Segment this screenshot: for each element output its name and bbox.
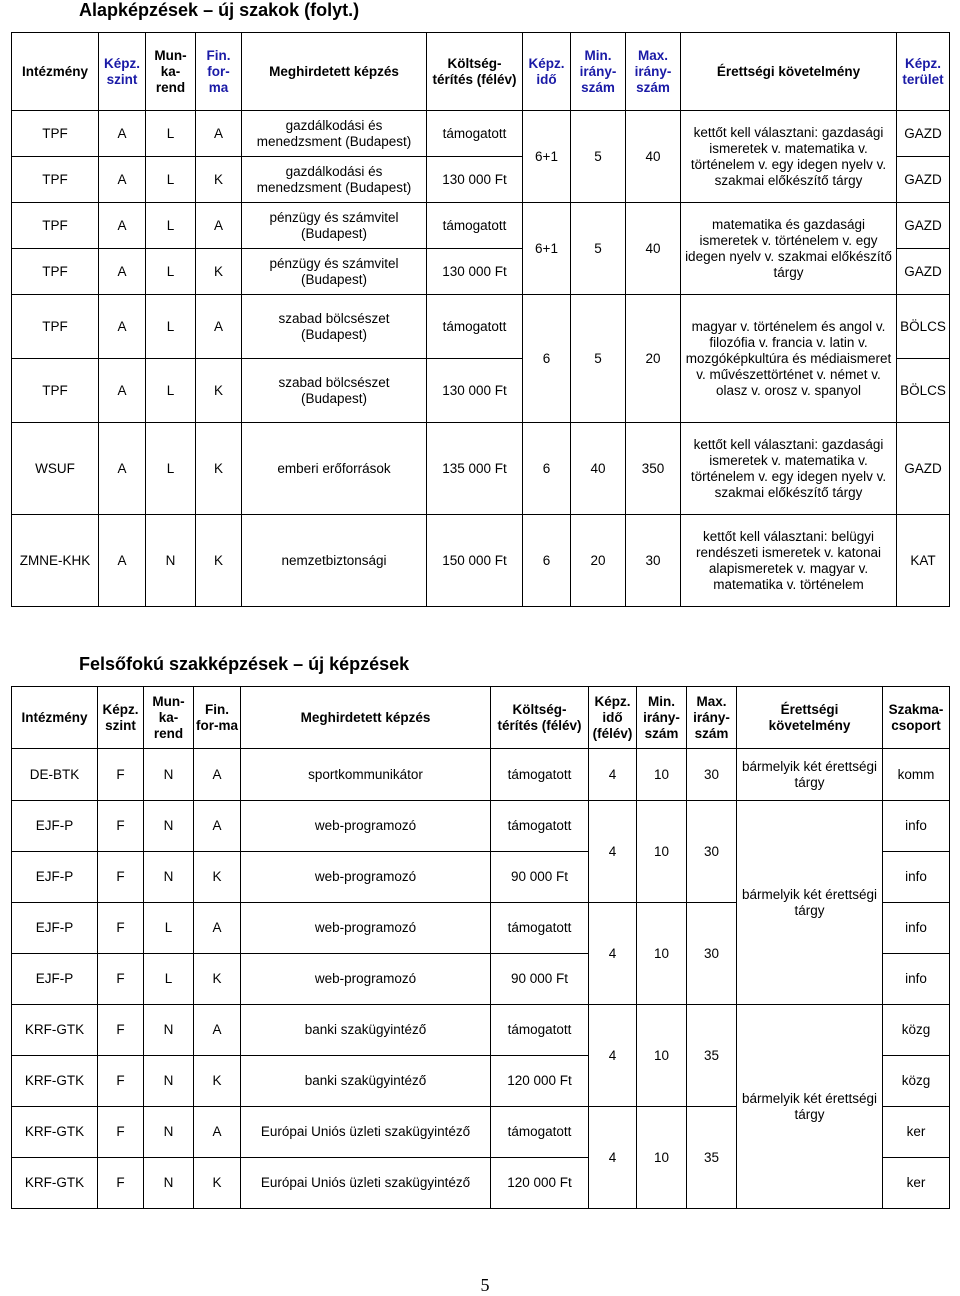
cell-koltseg: támogatott xyxy=(491,749,589,801)
cell-ido: 6+1 xyxy=(523,203,571,295)
cell-kepzes: web-programozó xyxy=(241,852,491,903)
cell-munkarend: L xyxy=(146,295,196,359)
cell-min: 10 xyxy=(637,749,687,801)
cell-ido: 6+1 xyxy=(523,111,571,203)
cell-intezmeny: KRF-GTK xyxy=(12,1005,98,1056)
cell-max: 35 xyxy=(687,1005,737,1107)
cell-ido: 4 xyxy=(589,903,637,1005)
cell-terulet: KAT xyxy=(897,515,950,607)
cell-max: 40 xyxy=(626,111,681,203)
cell-szint: A xyxy=(99,203,146,249)
cell-szint: F xyxy=(98,1107,144,1158)
cell-kepzes: sportkommunikátor xyxy=(241,749,491,801)
cell-koltseg: támogatott xyxy=(491,1107,589,1158)
cell-erettsegi: magyar v. történelem és angol v. filozófia v. francia v. latin v. mozgóképkultúra és médiaismeret v. művészettörténet v. német v. olasz v. orosz v. spanyol xyxy=(681,295,897,423)
cell-max: 30 xyxy=(687,801,737,903)
cell-kepzes: gazdálkodási és menedzsment (Budapest) xyxy=(242,111,427,157)
cell-csoport: info xyxy=(883,801,950,852)
cell-munkarend: N xyxy=(144,1158,194,1209)
header-fin-forma: Fin. for-ma xyxy=(194,687,241,749)
cell-kepzes: web-programozó xyxy=(241,903,491,954)
cell-koltseg: támogatott xyxy=(491,1005,589,1056)
header-koltseg: Költség-térítés (félév) xyxy=(427,33,523,111)
cell-ido: 4 xyxy=(589,749,637,801)
cell-munkarend: L xyxy=(146,359,196,423)
cell-max: 35 xyxy=(687,1107,737,1209)
table-row xyxy=(12,749,950,801)
cell-munkarend: L xyxy=(146,423,196,515)
header-meghirdetett: Meghirdetett képzés xyxy=(242,33,427,111)
cell-szint: F xyxy=(98,852,144,903)
cell-kepzes: banki szakügyintéző xyxy=(241,1056,491,1107)
cell-intezmeny: DE-BTK xyxy=(12,749,98,801)
cell-munkarend: N xyxy=(144,1005,194,1056)
cell-terulet: GAZD xyxy=(897,249,950,295)
cell-terulet: GAZD xyxy=(897,111,950,157)
cell-munkarend: N xyxy=(144,749,194,801)
cell-csoport: közg xyxy=(883,1056,950,1107)
cell-ido: 4 xyxy=(589,801,637,903)
cell-min: 5 xyxy=(571,295,626,423)
cell-kepzes: nemzetbiztonsági xyxy=(242,515,427,607)
cell-szint: A xyxy=(99,249,146,295)
cell-erettsegi: matematika és gazdasági ismeretek v. történelem v. egy idegen nyelv v. szakmai előkészítő tárgy xyxy=(681,203,897,295)
cell-fin: A xyxy=(194,749,241,801)
cell-ido: 4 xyxy=(589,1005,637,1107)
cell-koltseg: 130 000 Ft xyxy=(427,359,523,423)
header-row xyxy=(12,687,950,749)
cell-intezmeny: ZMNE-KHK xyxy=(12,515,99,607)
szakkepzesek-table xyxy=(11,686,950,1209)
header-max-iranyszam: Max. irány-szám xyxy=(687,687,737,749)
cell-min: 10 xyxy=(637,903,687,1005)
cell-csoport: közg xyxy=(883,1005,950,1056)
cell-intezmeny: EJF-P xyxy=(12,903,98,954)
header-kepz-szint: Képz. szint xyxy=(98,687,144,749)
header-meghirdetett: Meghirdetett képzés xyxy=(241,687,491,749)
cell-koltseg: 120 000 Ft xyxy=(491,1056,589,1107)
cell-intezmeny: EJF-P xyxy=(12,852,98,903)
cell-terulet: GAZD xyxy=(897,423,950,515)
header-min-iranyszam: Min. irány-szám xyxy=(637,687,687,749)
cell-min: 10 xyxy=(637,1107,687,1209)
cell-fin: A xyxy=(196,203,242,249)
cell-intezmeny: EJF-P xyxy=(12,801,98,852)
cell-min: 10 xyxy=(637,801,687,903)
header-erettsegi: Érettségi követelmény xyxy=(681,33,897,111)
section2-title: Felsőfokú szakképzések – új képzések xyxy=(79,654,410,674)
cell-erettsegi: bármelyik két érettségi tárgy xyxy=(737,1005,883,1209)
cell-ido: 4 xyxy=(589,1107,637,1209)
cell-csoport: info xyxy=(883,852,950,903)
cell-fin: K xyxy=(196,157,242,203)
cell-kepzes: szabad bölcsészet (Budapest) xyxy=(242,359,427,423)
cell-fin: K xyxy=(196,423,242,515)
cell-kepzes: Európai Uniós üzleti szakügyintéző xyxy=(241,1158,491,1209)
table-row xyxy=(12,111,950,157)
cell-max: 30 xyxy=(687,903,737,1005)
cell-ido: 6 xyxy=(523,515,571,607)
cell-kepzes: gazdálkodási és menedzsment (Budapest) xyxy=(242,157,427,203)
cell-csoport: ker xyxy=(883,1158,950,1209)
cell-erettsegi: kettőt kell választani: gazdasági ismeretek v. matematika v. történelem v. egy idegen nyelv v. szakmai előkészítő tárgy xyxy=(681,423,897,515)
cell-szint: A xyxy=(99,111,146,157)
cell-fin: K xyxy=(196,359,242,423)
header-munkarend: Mun-ka-rend xyxy=(144,687,194,749)
cell-fin: A xyxy=(196,295,242,359)
cell-csoport: ker xyxy=(883,1107,950,1158)
section1-title: Alapképzések – új szakok (folyt.) xyxy=(79,0,360,20)
header-max-iranyszam: Max. irány-szám xyxy=(626,33,681,111)
cell-terulet: BÖLCS xyxy=(897,359,950,423)
cell-koltseg: támogatott xyxy=(491,801,589,852)
page-number: 5 xyxy=(480,1275,490,1295)
cell-szint: F xyxy=(98,903,144,954)
alapkepzesek-table xyxy=(11,32,950,607)
table-row xyxy=(12,423,950,515)
cell-szint: F xyxy=(98,954,144,1005)
cell-munkarend: L xyxy=(146,203,196,249)
cell-munkarend: L xyxy=(146,157,196,203)
cell-koltseg: 150 000 Ft xyxy=(427,515,523,607)
cell-intezmeny: TPF xyxy=(12,249,99,295)
cell-szint: F xyxy=(98,1158,144,1209)
cell-szint: A xyxy=(99,295,146,359)
cell-max: 30 xyxy=(626,515,681,607)
cell-kepzes: web-programozó xyxy=(241,954,491,1005)
cell-koltseg: támogatott xyxy=(427,295,523,359)
cell-intezmeny: TPF xyxy=(12,295,99,359)
cell-kepzes: pénzügy és számvitel (Budapest) xyxy=(242,249,427,295)
header-munkarend: Mun-ka-rend xyxy=(146,33,196,111)
cell-koltseg: 90 000 Ft xyxy=(491,852,589,903)
cell-intezmeny: KRF-GTK xyxy=(12,1056,98,1107)
header-szakmacsoport: Szakma-csoport xyxy=(883,687,950,749)
cell-fin: K xyxy=(194,852,241,903)
cell-max: 20 xyxy=(626,295,681,423)
cell-szint: F xyxy=(98,749,144,801)
cell-koltseg: támogatott xyxy=(427,111,523,157)
cell-intezmeny: TPF xyxy=(12,157,99,203)
table-row xyxy=(12,801,950,852)
header-kepz-ido: Képz. idő xyxy=(523,33,571,111)
cell-min: 20 xyxy=(571,515,626,607)
cell-kepzes: emberi erőforrások xyxy=(242,423,427,515)
cell-koltseg: 120 000 Ft xyxy=(491,1158,589,1209)
cell-min: 5 xyxy=(571,203,626,295)
cell-max: 40 xyxy=(626,203,681,295)
cell-max: 30 xyxy=(687,749,737,801)
cell-kepzes: szabad bölcsészet (Budapest) xyxy=(242,295,427,359)
cell-erettsegi: bármelyik két érettségi tárgy xyxy=(737,749,883,801)
cell-terulet: BÖLCS xyxy=(897,295,950,359)
header-fin-forma: Fin. for-ma xyxy=(196,33,242,111)
cell-fin: A xyxy=(194,1107,241,1158)
cell-szint: A xyxy=(99,157,146,203)
cell-munkarend: N xyxy=(144,801,194,852)
table-row xyxy=(12,203,950,249)
cell-intezmeny: EJF-P xyxy=(12,954,98,1005)
cell-intezmeny: TPF xyxy=(12,359,99,423)
header-intezmeny: Intézmény xyxy=(12,687,98,749)
cell-intezmeny: TPF xyxy=(12,111,99,157)
header-erettsegi: Érettségi követelmény xyxy=(737,687,883,749)
header-intezmeny: Intézmény xyxy=(12,33,99,111)
cell-fin: A xyxy=(196,111,242,157)
cell-kepzes: Európai Uniós üzleti szakügyintéző xyxy=(241,1107,491,1158)
cell-munkarend: L xyxy=(144,954,194,1005)
cell-munkarend: N xyxy=(146,515,196,607)
cell-munkarend: L xyxy=(146,111,196,157)
cell-fin: A xyxy=(194,801,241,852)
header-kepz-terulet: Képz. terület xyxy=(897,33,950,111)
cell-koltseg: 90 000 Ft xyxy=(491,954,589,1005)
cell-kepzes: banki szakügyintéző xyxy=(241,1005,491,1056)
table-row xyxy=(12,515,950,607)
cell-koltseg: támogatott xyxy=(427,203,523,249)
cell-intezmeny: WSUF xyxy=(12,423,99,515)
header-kepz-szint: Képz. szint xyxy=(99,33,146,111)
cell-szint: A xyxy=(99,515,146,607)
cell-intezmeny: TPF xyxy=(12,203,99,249)
cell-terulet: GAZD xyxy=(897,157,950,203)
header-koltseg: Költség-térítés (félév) xyxy=(491,687,589,749)
cell-intezmeny: KRF-GTK xyxy=(12,1107,98,1158)
cell-min: 10 xyxy=(637,1005,687,1107)
cell-csoport: info xyxy=(883,954,950,1005)
cell-fin: K xyxy=(194,954,241,1005)
cell-koltseg: 130 000 Ft xyxy=(427,157,523,203)
cell-fin: K xyxy=(194,1056,241,1107)
cell-fin: K xyxy=(196,249,242,295)
cell-erettsegi: kettőt kell választani: belügyi rendészeti ismeretek v. katonai alapismeretek v. magyar v. matematika v. történelem xyxy=(681,515,897,607)
cell-fin: A xyxy=(194,1005,241,1056)
header-row xyxy=(12,33,950,111)
cell-fin: K xyxy=(194,1158,241,1209)
cell-koltseg: 135 000 Ft xyxy=(427,423,523,515)
cell-csoport: info xyxy=(883,903,950,954)
cell-min: 5 xyxy=(571,111,626,203)
cell-szint: F xyxy=(98,801,144,852)
cell-terulet: GAZD xyxy=(897,203,950,249)
cell-szint: A xyxy=(99,359,146,423)
cell-munkarend: N xyxy=(144,852,194,903)
cell-intezmeny: KRF-GTK xyxy=(12,1158,98,1209)
cell-fin: K xyxy=(196,515,242,607)
cell-koltseg: támogatott xyxy=(491,903,589,954)
cell-munkarend: N xyxy=(144,1107,194,1158)
cell-szint: F xyxy=(98,1056,144,1107)
table-row xyxy=(12,1005,950,1056)
cell-kepzes: web-programozó xyxy=(241,801,491,852)
cell-koltseg: 130 000 Ft xyxy=(427,249,523,295)
cell-munkarend: L xyxy=(146,249,196,295)
cell-munkarend: N xyxy=(144,1056,194,1107)
cell-erettsegi: kettőt kell választani: gazdasági ismeretek v. matematika v. történelem v. egy idegen nyelv v. szakmai előkészítő tárgy xyxy=(681,111,897,203)
header-min-iranyszam: Min. irány-szám xyxy=(571,33,626,111)
cell-szint: A xyxy=(99,423,146,515)
cell-min: 40 xyxy=(571,423,626,515)
cell-kepzes: pénzügy és számvitel (Budapest) xyxy=(242,203,427,249)
cell-ido: 6 xyxy=(523,423,571,515)
table-row xyxy=(12,295,950,359)
cell-szint: F xyxy=(98,1005,144,1056)
cell-ido: 6 xyxy=(523,295,571,423)
cell-erettsegi: bármelyik két érettségi tárgy xyxy=(737,801,883,1005)
cell-max: 350 xyxy=(626,423,681,515)
header-kepz-ido: Képz. idő (félév) xyxy=(589,687,637,749)
cell-csoport: komm xyxy=(883,749,950,801)
cell-munkarend: L xyxy=(144,903,194,954)
cell-fin: A xyxy=(194,903,241,954)
